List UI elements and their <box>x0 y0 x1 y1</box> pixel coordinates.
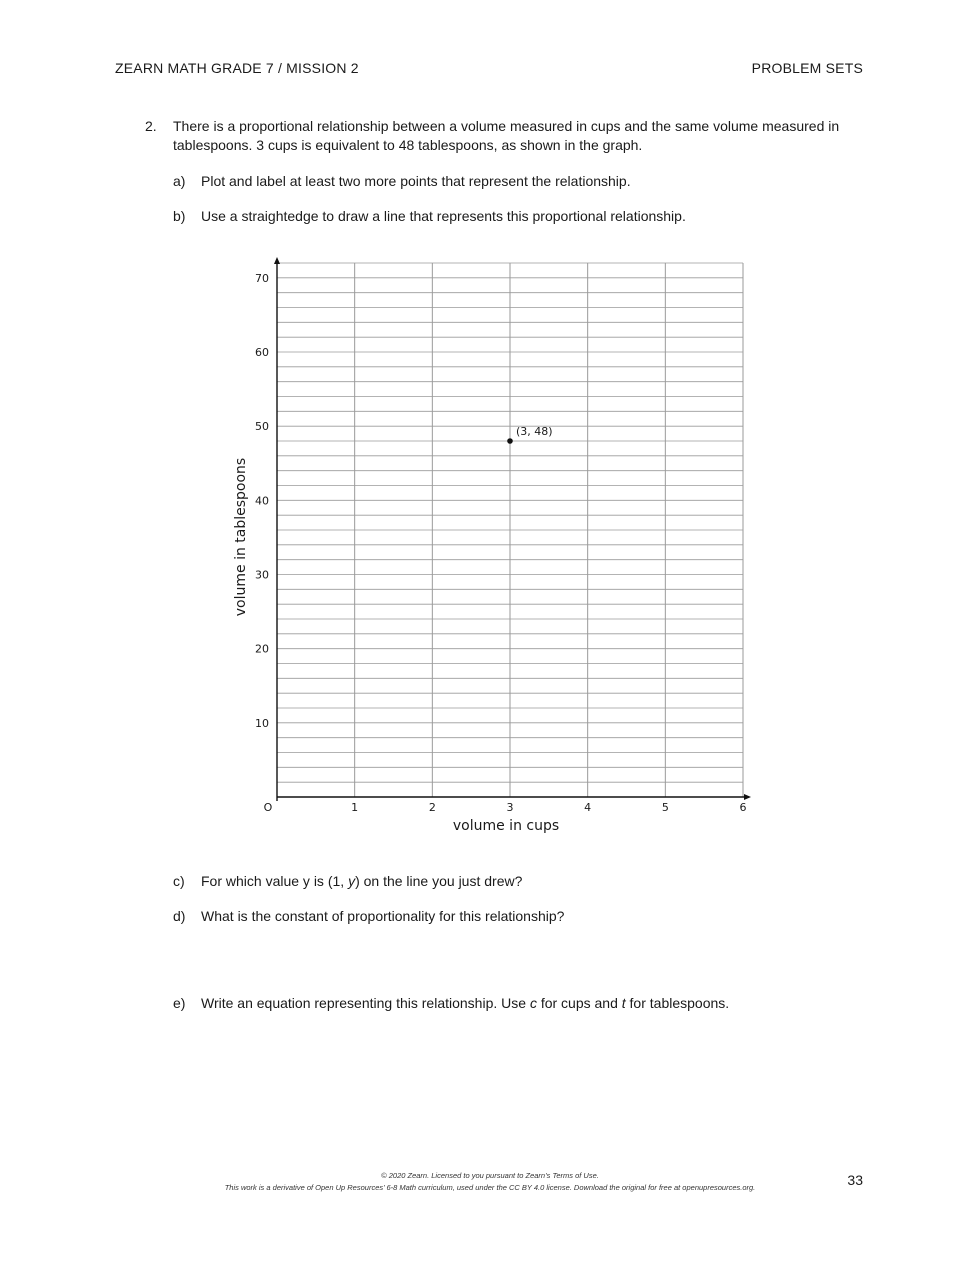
y-tick-label: 10 <box>255 716 269 730</box>
part-c-text-pre: For which value y is (1, <box>201 873 349 889</box>
data-point-label: (3, 48) <box>516 425 553 438</box>
tick-labels <box>255 272 747 814</box>
x-axis-label: volume in cups <box>452 818 560 834</box>
part-e-var-c: c <box>529 995 537 1011</box>
part-c-var: y <box>348 873 356 889</box>
x-tick-label: 5 <box>661 801 669 814</box>
footer-license: This work is a derivative of Open Up Resources’ 6-8 Math curriculum, used under the CC BY 4.0 license. Download the original for free at openupresources.org. <box>224 1183 756 1192</box>
data-point <box>507 438 513 444</box>
page-number: 33 <box>847 1172 863 1188</box>
part-c <box>173 873 522 889</box>
grid <box>277 263 743 797</box>
x-tick-label: 6 <box>739 801 747 814</box>
problem-number: 2. <box>145 118 157 134</box>
y-tick-label: 20 <box>255 642 269 656</box>
part-d-label: d) <box>173 908 186 924</box>
part-e-text-pre: Write an equation representing this relationship. Use <box>201 995 530 1011</box>
part-e-text-post: for tablespoons. <box>625 995 730 1011</box>
part-e <box>173 995 729 1011</box>
y-tick-label: 60 <box>255 346 269 359</box>
y-axis-arrow <box>274 257 280 264</box>
part-d-text: What is the constant of proportionality for this relationship? <box>201 908 565 924</box>
y-axis-label: volume in tablespoons <box>233 457 249 617</box>
axes <box>274 257 751 801</box>
part-e-var-t: t <box>621 995 626 1011</box>
x-axis-arrow <box>744 794 751 800</box>
x-tick-label: 4 <box>584 801 592 814</box>
part-a-text: Plot and label at least two more points that represent the relationship. <box>201 173 631 189</box>
part-e-text-mid: for cups and <box>536 995 622 1011</box>
origin-label: O <box>263 801 273 814</box>
x-tick-label: 1 <box>351 801 359 814</box>
part-e-label: e) <box>173 995 186 1011</box>
part-b-label: b) <box>173 208 186 224</box>
part-c-text-post: ) on the line you just drew? <box>355 873 523 889</box>
proportional-graph <box>220 255 760 845</box>
x-tick-label: 2 <box>428 801 436 814</box>
part-a <box>173 173 631 189</box>
part-b-text: Use a straightedge to draw a line that represents this proportional relationship. <box>201 208 686 224</box>
y-tick-label: 40 <box>255 494 269 508</box>
y-tick-label: 30 <box>255 568 269 582</box>
footer-copyright: © 2020 Zearn. Licensed to you pursuant to Zearn’s Terms of Use. <box>381 1171 599 1180</box>
part-b <box>173 208 686 224</box>
header-title: ZEARN MATH GRADE 7 / MISSION 2 <box>115 60 359 76</box>
part-d <box>173 908 564 924</box>
part-c-label: c) <box>173 873 185 889</box>
part-a-label: a) <box>173 173 186 189</box>
header-section: PROBLEM SETS <box>751 60 863 76</box>
x-tick-label: 3 <box>506 801 514 814</box>
problem-text: There is a proportional relationship between a volume measured in cups and the same volume measured in tablespoons. 3 cups is equivalent to 48 tablespoons, as shown in the graph. <box>173 118 840 153</box>
y-tick-label: 70 <box>255 271 269 285</box>
y-tick-label: 50 <box>255 420 269 434</box>
